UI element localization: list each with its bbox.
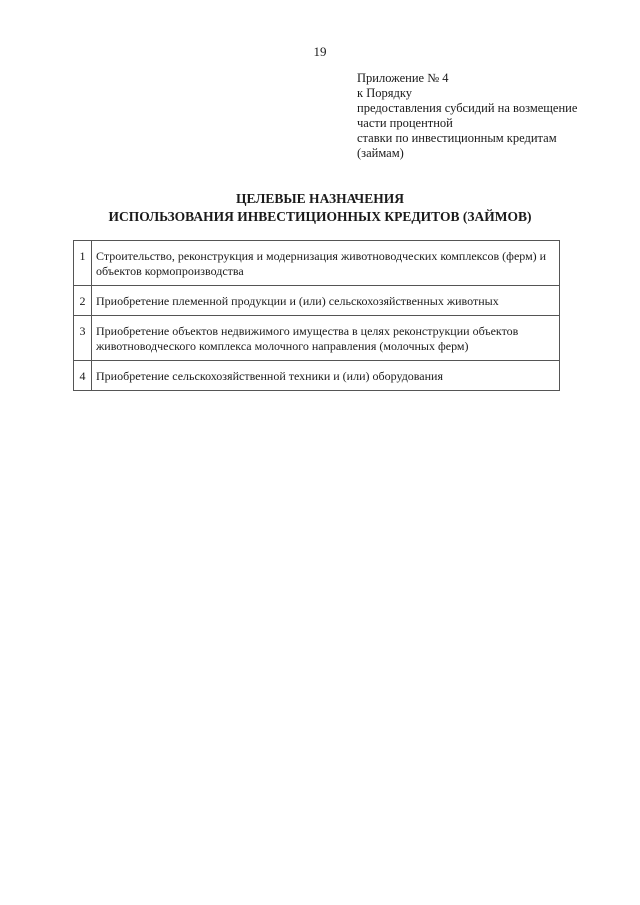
row-number: 2 bbox=[74, 286, 92, 316]
title-line: ИСПОЛЬЗОВАНИЯ ИНВЕСТИЦИОННЫХ КРЕДИТОВ (ЗАЙМОВ) bbox=[108, 209, 532, 224]
appendix-line: ставки по инвестиционным кредитам bbox=[357, 131, 557, 145]
row-text: Приобретение объектов недвижимого имущества в целях реконструкции объектов животноводческого комплекса молочного направления (молочных ферм) bbox=[92, 316, 560, 361]
row-number: 4 bbox=[74, 361, 92, 391]
row-text: Строительство, реконструкция и модернизация животноводческих комплексов (ферм) и объектов кормопроизводства bbox=[92, 241, 560, 286]
purposes-table bbox=[73, 240, 560, 391]
table-row bbox=[74, 286, 560, 316]
document-title bbox=[0, 190, 640, 226]
table-row bbox=[74, 241, 560, 286]
table-row bbox=[74, 361, 560, 391]
appendix-line: (займам) bbox=[357, 146, 404, 160]
page-number: 19 bbox=[313, 44, 327, 59]
appendix-reference bbox=[357, 71, 617, 161]
appendix-line: Приложение № 4 bbox=[357, 71, 449, 85]
appendix-line: части процентной bbox=[357, 116, 453, 130]
row-number: 3 bbox=[74, 316, 92, 361]
appendix-line: предоставления субсидий на возмещение bbox=[357, 101, 578, 115]
appendix-line: к Порядку bbox=[357, 86, 412, 100]
row-text: Приобретение племенной продукции и (или) сельскохозяйственных животных bbox=[92, 286, 560, 316]
row-text: Приобретение сельскохозяйственной техники и (или) оборудования bbox=[92, 361, 560, 391]
row-number: 1 bbox=[74, 241, 92, 286]
title-line: ЦЕЛЕВЫЕ НАЗНАЧЕНИЯ bbox=[236, 191, 404, 206]
table-row bbox=[74, 316, 560, 361]
